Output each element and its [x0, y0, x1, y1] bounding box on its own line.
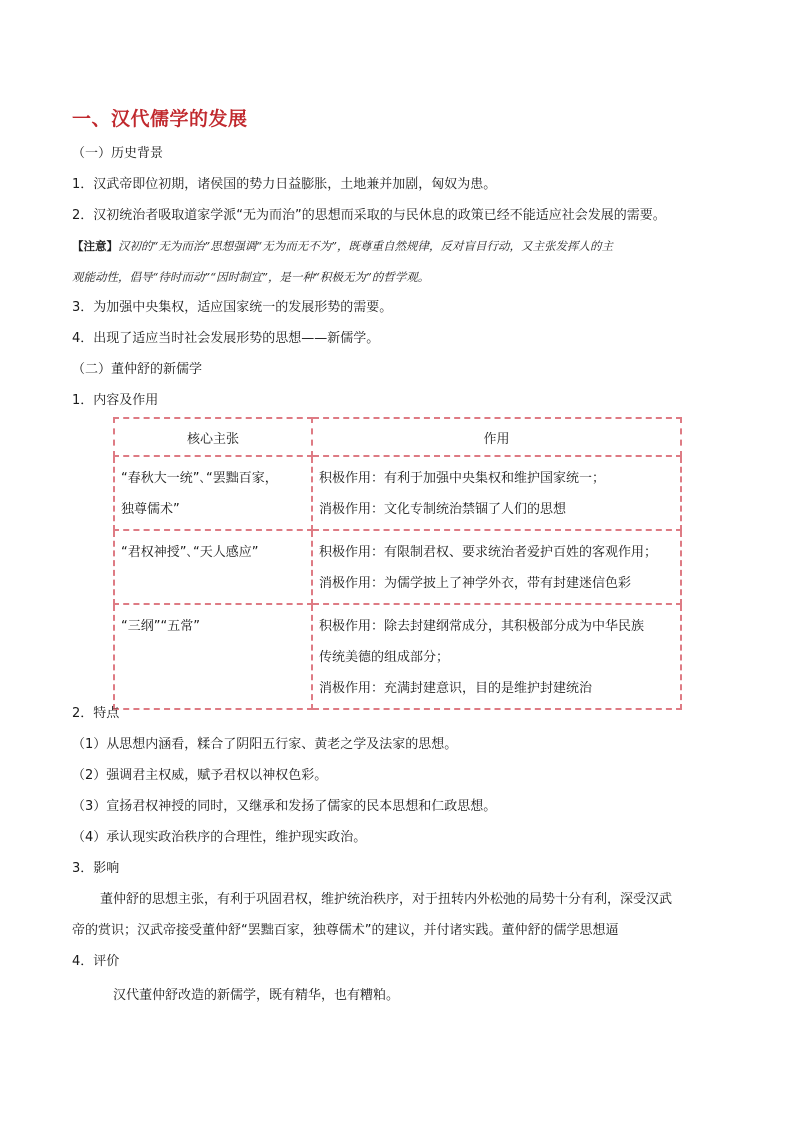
feature-item-3: （3）宣扬君权神授的同时，又继承和发扬了儒家的民本思想和仁政思想。 — [72, 799, 497, 814]
influence-line-2: 帝的赏识；汉武帝接受董仲舒“罢黜百家，独尊儒术”的建议，并付诸实践。董仲舒的儒学思想逼 — [72, 923, 619, 938]
effect-text: 积极作用：有限制君权、要求统治者爱护百姓的客观作用； — [319, 545, 658, 560]
subheading-content: 1．内容及作用 — [72, 393, 159, 408]
effect-text: 消极作用：为儒学披上了神学外衣，带有封建迷信色彩 — [319, 576, 632, 591]
background-item-3: 3．为加强中央集权，适应国家统一的发展形势的需要。 — [72, 300, 393, 315]
core-claim: 独尊儒术” — [121, 502, 180, 517]
background-item-4: 4．出现了适应当时社会发展形势的思想——新儒学。 — [72, 331, 380, 346]
feature-item-4: （4）承认现实政治秩序的合理性，维护现实政治。 — [72, 830, 367, 845]
core-claim: “君权神授”､“天人感应” — [121, 545, 259, 560]
table-header-row — [114, 418, 681, 456]
subheading-features: 2．特点 — [72, 706, 120, 721]
page-title: 一、汉代儒学的发展 — [72, 108, 248, 130]
background-item-2: 2．汉初统治者吸取道家学派“无为而治”的思想而采取的与民休息的政策已经不能适应社会发展的需要。 — [72, 208, 666, 223]
influence-line-1: 董仲舒的思想主张，有利于巩固君权，维护统治秩序，对于扭转内外松弛的局势十分有利，深受汉武 — [100, 892, 673, 907]
subheading-evaluation: 4．评价 — [72, 954, 120, 969]
content-table — [113, 417, 682, 710]
table-row — [114, 530, 681, 604]
core-claim: “三纲”“五常” — [121, 619, 200, 634]
table-header-effect: 作用 — [312, 418, 681, 456]
effect-text: 积极作用：有利于加强中央集权和维护国家统一； — [319, 471, 606, 486]
effect-text: 积极作用：除去封建纲常成分，其积极部分成为中华民族 — [319, 619, 645, 634]
note-text-1: 汉初的“无为而治”思想强调“无为而无不为”，既尊重自然规律，反对盲目行动，又主张发挥人的主 — [118, 239, 614, 253]
subheading-influence: 3．影响 — [72, 861, 120, 876]
note-label: 【注意】 — [72, 239, 118, 253]
table-row — [114, 604, 681, 709]
feature-item-1: （1）从思想内涵看，糅合了阴阳五行家、黄老之学及法家的思想。 — [72, 737, 458, 752]
effect-text: 传统美德的组成部分； — [319, 650, 450, 665]
table-header-core: 核心主张 — [114, 418, 312, 456]
note-line-2: 观能动性，倡导“待时而动”“因时制宜”，是一种“积极无为”的哲学观。 — [72, 270, 430, 284]
background-item-1: 1．汉武帝即位初期，诸侯国的势力日益膨胀，土地兼并加剧，匈奴为患。 — [72, 177, 497, 192]
evaluation-text: 汉代董仲舒改造的新儒学，既有精华，也有糟粕。 — [113, 988, 400, 1003]
core-claim: “春秋大一统”､“罢黜百家， — [121, 471, 278, 486]
effect-text: 消极作用：文化专制统治禁锢了人们的思想 — [319, 502, 567, 517]
table-row — [114, 456, 681, 530]
section-heading-dong: （二）董仲舒的新儒学 — [72, 362, 203, 377]
feature-item-2: （2）强调君主权威，赋予君权以神权色彩。 — [72, 768, 328, 783]
effect-text: 消极作用：充满封建意识，目的是维护封建统治 — [319, 681, 593, 696]
section-heading-background: （一）历史背景 — [72, 146, 164, 161]
note-line-1 — [72, 239, 613, 254]
